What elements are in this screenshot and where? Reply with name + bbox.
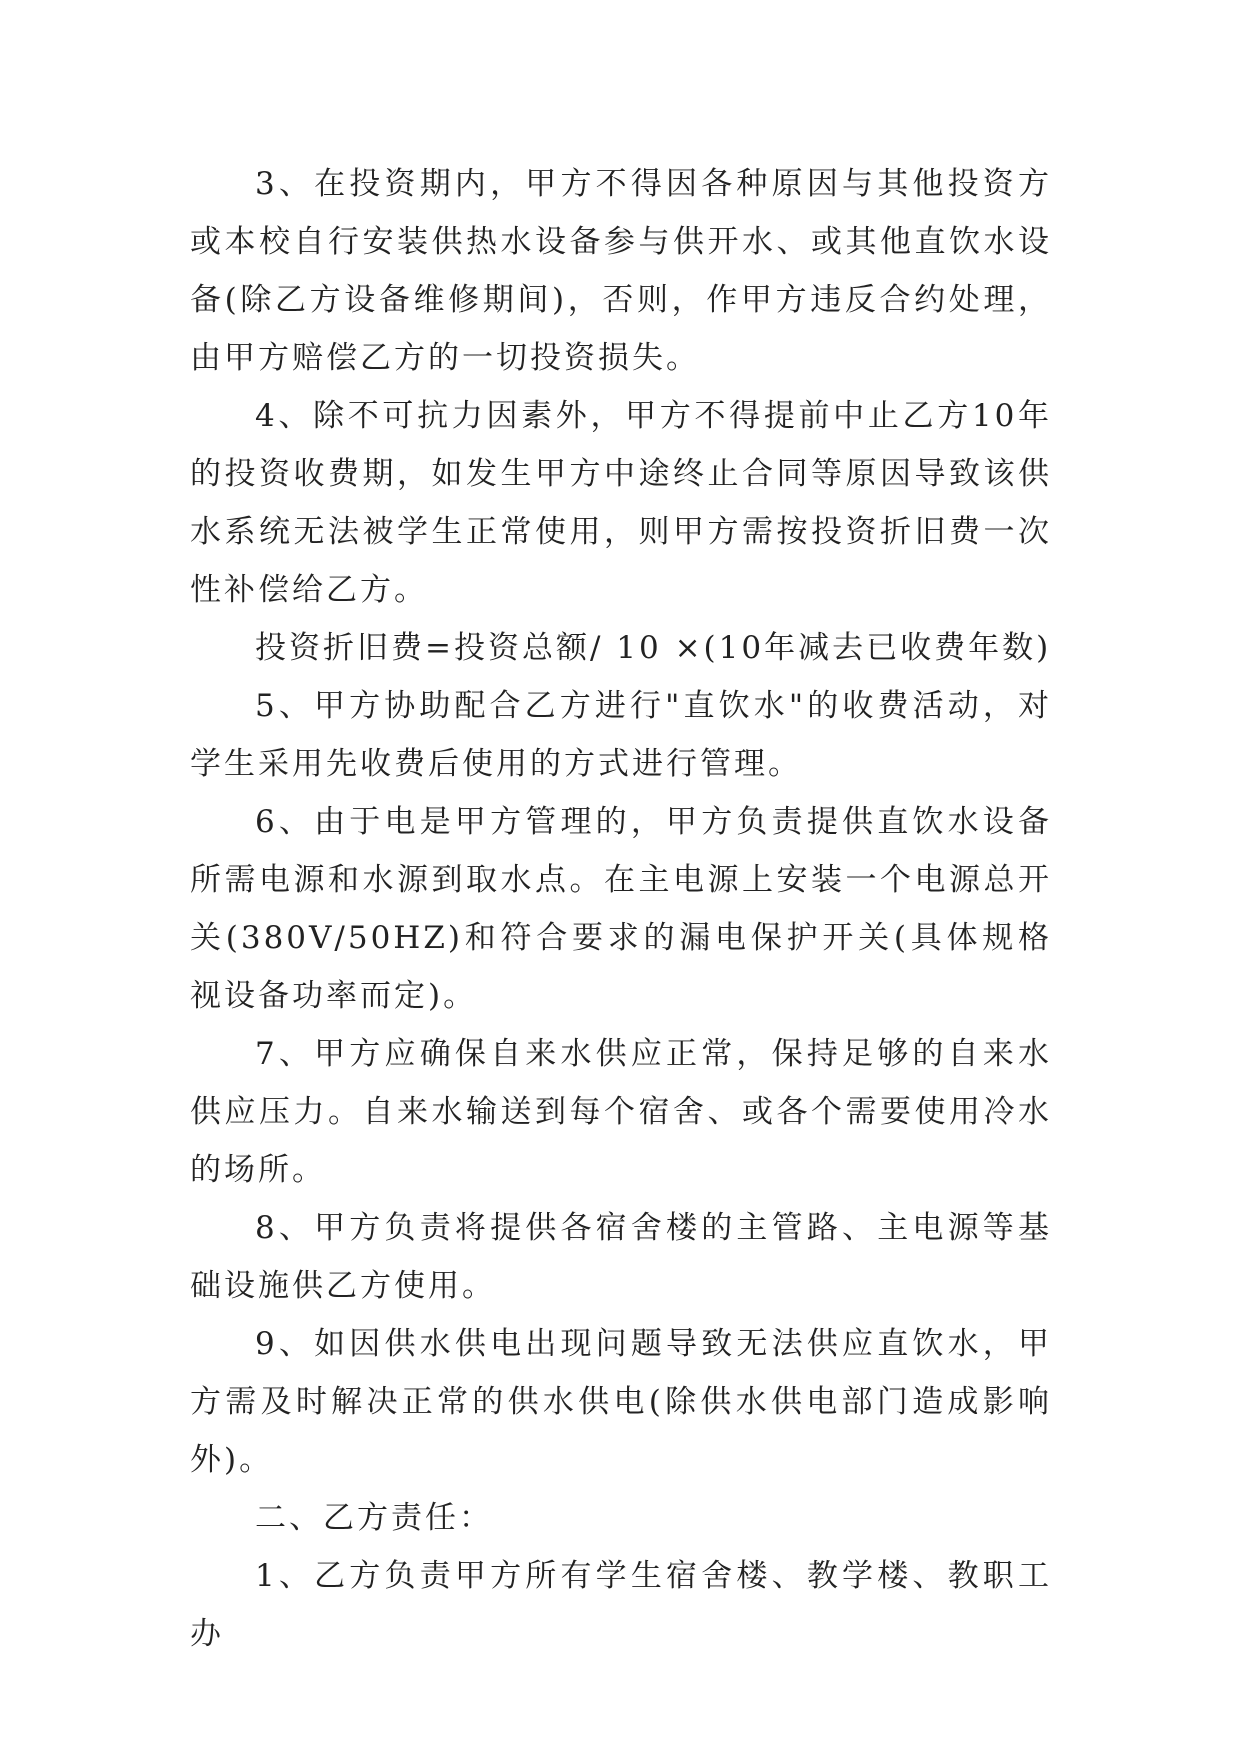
clause-7-paragraph: 7、甲方应确保自来水供应正常，保持足够的自来水供应压力。自来水输送到每个宿舍、或各个需要使用冷水的场所。 <box>190 1036 1052 1188</box>
clause-5-paragraph: 5、甲方协助配合乙方进行"直饮水"的收费活动，对学生采用先收费后使用的方式进行管理。 <box>190 688 1052 782</box>
party-b-clause-1-paragraph: 1、乙方负责甲方所有学生宿舍楼、教学楼、教职工办 <box>190 1558 1052 1652</box>
clause-6-paragraph: 6、由于电是甲方管理的，甲方负责提供直饮水设备所需电源和水源到取水点。在主电源上安装一个电源总开关(380V/50HZ)和符合要求的漏电保护开关(具体规格视设备功率而定)。 <box>190 804 1052 1014</box>
clause-8-paragraph: 8、甲方负责将提供各宿舍楼的主管路、主电源等基础设施供乙方使用。 <box>190 1210 1052 1304</box>
depreciation-formula: 投资折旧费=投资总额/ 10 ×(10年减去已收费年数) <box>255 630 1052 666</box>
document-body <box>190 155 1052 1663</box>
section-heading-party-b: 二、乙方责任： <box>255 1500 493 1536</box>
clause-4-paragraph: 4、除不可抗力因素外，甲方不得提前中止乙方10年的投资收费期，如发生甲方中途终止合同等原因导致该供水系统无法被学生正常使用，则甲方需按投资折旧费一次性补偿给乙方。 <box>190 398 1052 608</box>
clause-3-paragraph: 3、在投资期内，甲方不得因各种原因与其他投资方或本校自行安装供热水设备参与供开水、或其他直饮水设备(除乙方设备维修期间)，否则，作甲方违反合约处理，由甲方赔偿乙方的一切投资损失。 <box>190 166 1052 376</box>
clause-9-paragraph: 9、如因供水供电出现问题导致无法供应直饮水，甲方需及时解决正常的供水供电(除供水供电部门造成影响外)。 <box>190 1326 1052 1478</box>
